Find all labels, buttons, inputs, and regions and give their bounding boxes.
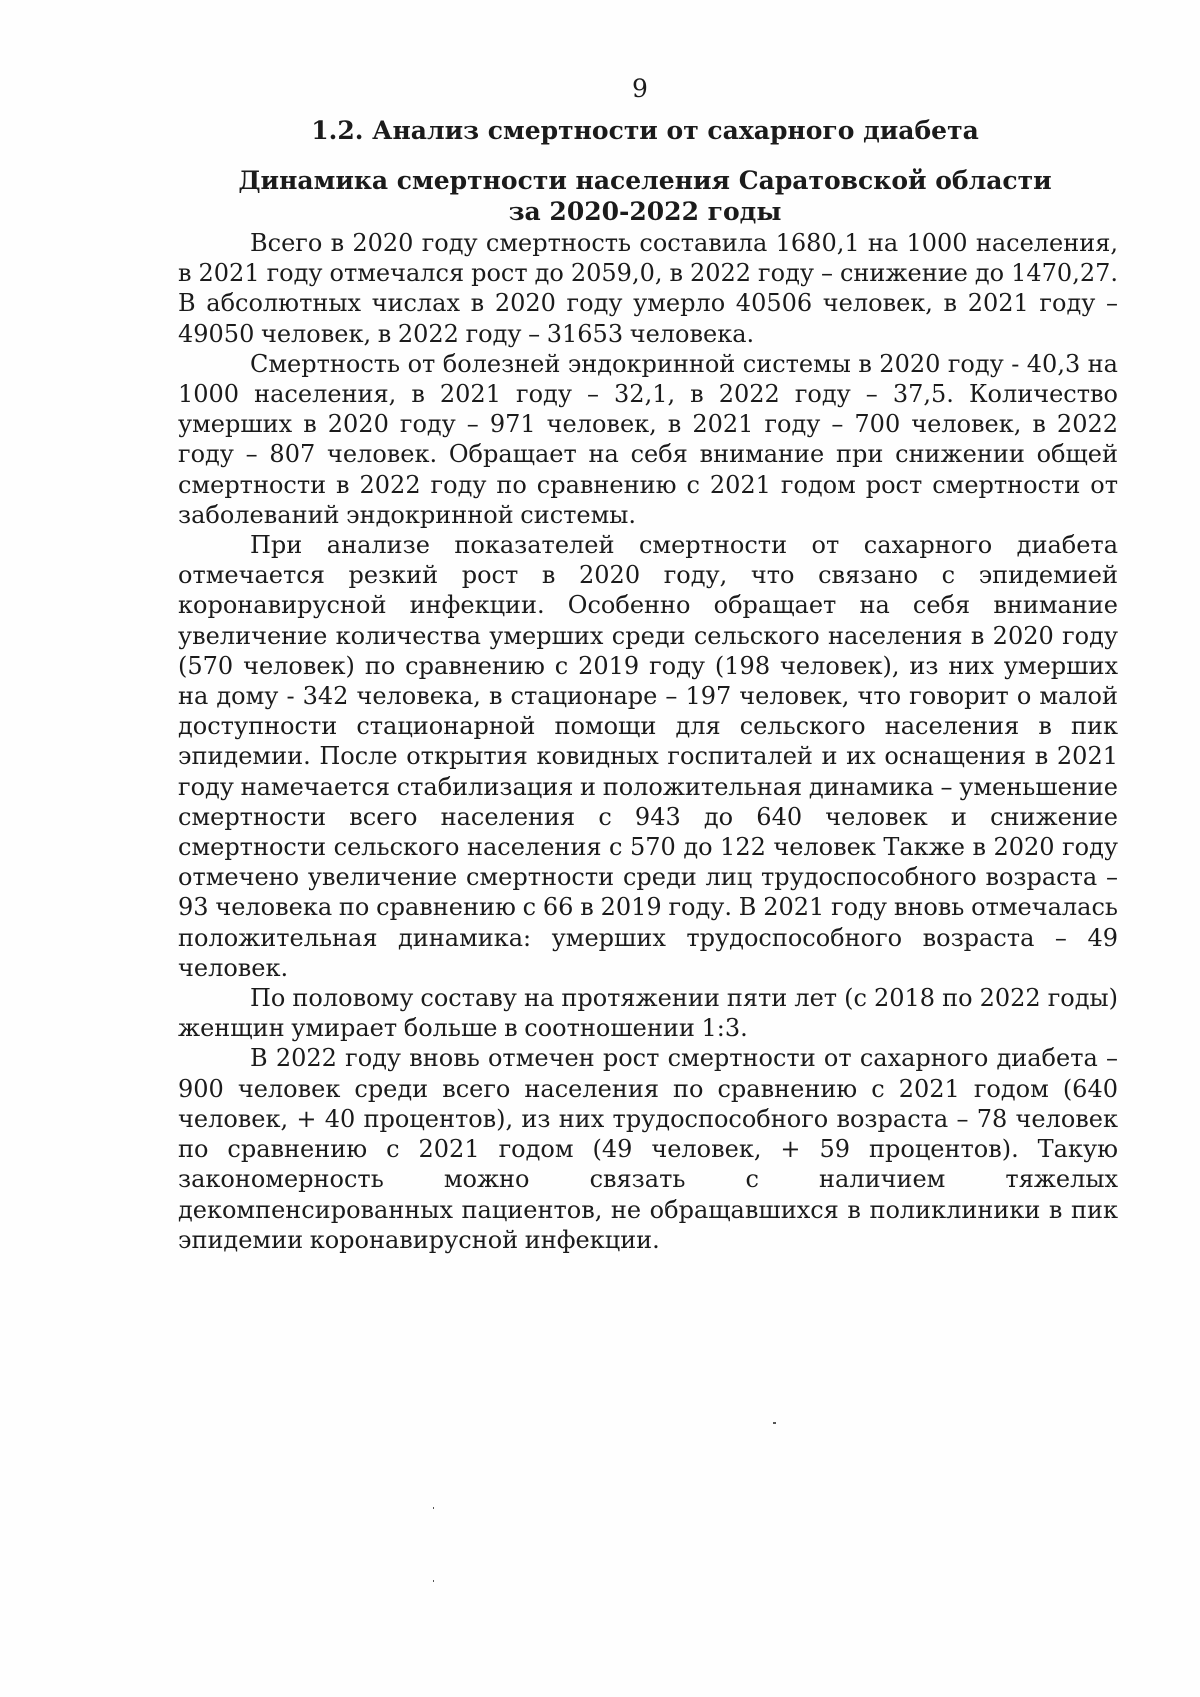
scan-speck [433,1580,434,1582]
sub-heading-line-1: Динамика смертности населения Саратовской области [238,166,1052,195]
scan-speck [773,1422,776,1424]
paragraph: При анализе показателей смертности от сахарного диабета отмечается резкий рост в 2020 году, что связано с эпидемией коронавирусной инфекции. Особенно обращает на себя внимание увеличение количества умерших среди сельского населения в 2020 году (570 человек) по сравнению с 2019 году (198 человек), из них умерших на дому - 342 человека, в стационаре – 197 человек, что говорит о малой доступности стационарной помощи для сельского населения в пик эпидемии. После открытия ковидных госпиталей и их оснащения в 2021 году намечается стабилизация и положительная динамика – уменьшение смертности всего населения с 943 до 640 человек и снижение смертности сельского населения с 570 до 122 человек Также в 2020 году отмечено увеличение смертности среди лиц трудоспособного возраста – 93 человека по сравнению с 66 в 2019 году. В 2021 году вновь отмечалась положительная динамика: умерших трудоспособного возраста – 49 человек. [178,531,1118,982]
page-number: 9 [632,74,648,103]
paragraph: По половому составу на протяжении пяти лет (с 2018 по 2022 годы) женщин умирает больше в соотношении 1:3. [178,984,1118,1043]
section-heading: 1.2. Анализ смертности от сахарного диабета [311,116,979,145]
sub-heading [0,165,1200,227]
paragraph: Смертность от болезней эндокринной системы в 2020 году - 40,3 на 1000 населения, в 2021 году – 32,1, в 2022 году – 37,5. Количество умерших в 2020 году – 971 человек, в 2021 году – 700 человек, в 2022 году – 807 человек. Обращает на себя внимание при снижении общей смертности в 2022 году по сравнению с 2021 годом рост смертности от заболеваний эндокринной системы. [178,349,1118,529]
scan-speck [433,1507,434,1509]
sub-heading-line-2: за 2020-2022 годы [508,197,782,226]
paragraph: Всего в 2020 году смертность составила 1680,1 на 1000 населения, в 2021 году отмечался рост до 2059,0, в 2022 году – снижение до 1470,27. В абсолютных числах в 2020 году умерло 40506 человек, в 2021 году – 49050 человек, в 2022 году – 31653 человека. [178,229,1118,348]
paragraph: В 2022 году вновь отмечен рост смертности от сахарного диабета – 900 человек среди всего населения по сравнению с 2021 годом (640 человек, + 40 процентов), из них трудоспособного возраста – 78 человек по сравнению с 2021 годом (49 человек, + 59 процентов). Такую закономерность можно связать с наличием тяжелых декомпенсированных пациентов, не обращавшихся в поликлиники в пик эпидемии коронавирусной инфекции. [178,1044,1118,1254]
body-text [178,228,1118,1255]
